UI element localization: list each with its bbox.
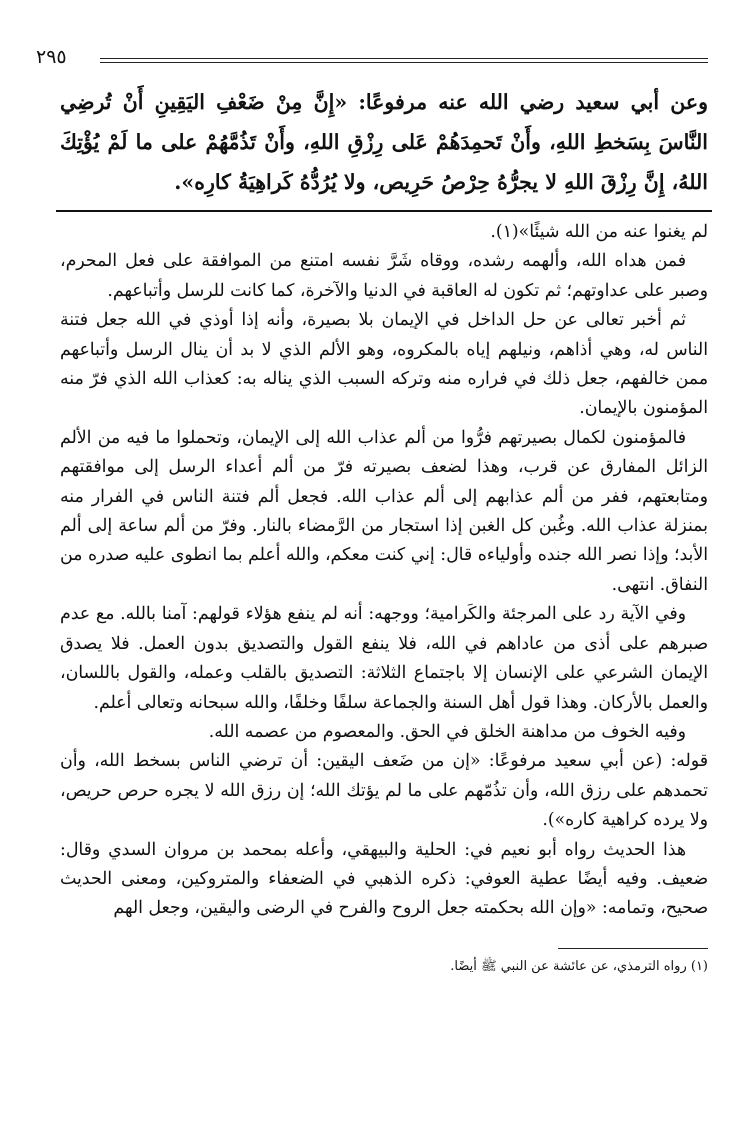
footnote: (١) رواه الترمذي، عن عائشة عن النبي ﷺ أيضًا. bbox=[450, 958, 708, 974]
paragraph: وفي الآية رد على المرجئة والكَرامية؛ ووجهه: أنه لم ينفع هؤلاء قولهم: آمنا بالله. مع عدم صبرهم على أذى من عاداهم في الله، فلا ينفع القول والتصديق بدون العمل. فلا يصدق الإيمان الشرعي على الإنسان إلا باجتماع الثلاثة: التصديق بالقلب وعمله، والقول باللسان، والعمل بالأركان. وهذا قول أهل السنة والجماعة سلفًا وخلفًا، والله سبحانه وتعالى أعلم. bbox=[60, 604, 708, 713]
paragraph: قوله: (عن أبي سعيد مرفوعًا: «إن من ضَعف اليقين: أن ترضي الناس بسخط الله، وأن تحمدهم على رزق الله، وأن تذُمّهم على ما لم يؤتك الله؛ إن رزق الله لا يجره حرص حريص، ولا يرده كراهية كاره»). bbox=[60, 751, 708, 831]
paragraph: فالمؤمنون لكمال بصيرتهم فرُّوا من ألم عذاب الله إلى الإيمان، وتحملوا ما فيه من الألم الزائل المفارق عن قرب، وهذا لضعف بصيرته فرّ من ألم أعداء الرسل إلى موافقتهم ومتابعتهم، ففر من ألم عذابهم إلى ألم عذاب الله. فجعل ألم فتنة الناس في الفرار منه بمنزلة عذاب الله. وغُبن كل الغبن إذا استجار من الرَّمضاء بالنار. وفرّ من ألم ساعة إلى ألم الأبد؛ وإذا نصر الله جنده وأولياءه قال: إني كنت معكم، والله أعلم بما انطوى عليه صدره من النفاق. انتهى. bbox=[60, 427, 708, 595]
footnote-rule bbox=[558, 948, 708, 949]
page-header bbox=[36, 28, 708, 68]
commentary-body bbox=[60, 218, 708, 924]
hadith-text: وعن أبي سعيد رضي الله عنه مرفوعًا: «إِنَّ مِنْ ضَعْفِ اليَقِينِ أَنْ تُرضِي النَّاسَ بِسَخطِ اللهِ، وأَنْ تَحمِدَهُمْ عَلى رِزْقِ اللهِ، وأَنْ تَذُمَّهُمْ على ما لَمْ يُؤْتِكَ اللهُ، إِنَّ رِزْقَ اللهِ لا يجرُّهُ حِرْصُ حَرِيص، ولا يُرُدُّهُ كَراهِيَةُ كارِه». bbox=[60, 90, 708, 194]
paragraph: ثم أخبر تعالى عن حل الداخل في الإيمان بلا بصيرة، وأنه إذا أوذي في الله جعل فتنة الناس له، وهي أذاهم، ونيلهم إياه بالمكروه، وهو الألم الذي لا بد أن ينال الرسل وأتباعهم ممن خالفهم، جعل ذلك في فراره منه وتركه السبب الذي يناله به: كعذاب الله الذي فرّ منه المؤمنون بالإيمان. bbox=[60, 310, 708, 419]
paragraph: هذا الحديث رواه أبو نعيم في: الحلية والبيهقي، وأعله بمحمد بن مروان السدي وقال: ضعيف. وفيه أيضًا عطية العوفي: ذكره الذهبي في الضعفاء والمتروكين، ومعنى الحديث صحيح، وتمامه: «وإن الله بحكمته جعل الروح والفرح في الرضى واليقين، وجعل الهم bbox=[60, 839, 708, 919]
header-rule-double bbox=[100, 62, 708, 63]
paragraph: وفيه الخوف من مداهنة الخلق في الحق. والمعصوم من عصمه الله. bbox=[208, 721, 686, 742]
header-rule bbox=[100, 58, 708, 59]
paragraph: لم يغنوا عنه من الله شيئًا»(١). bbox=[490, 222, 708, 242]
paragraph: فمن هداه الله، وألهمه رشده، ووقاه شَرَّ نفسه امتنع من الموافقة على فعل المحرم، وصبر على عداوتهم؛ ثم تكون له العاقبة في الدنيا والآخرة، كما كانت للرسل وأتباعهم. bbox=[60, 251, 708, 301]
page-number: ٢٩٥ bbox=[36, 46, 67, 68]
book-page bbox=[36, 28, 708, 1118]
commentary-separator bbox=[56, 210, 712, 212]
